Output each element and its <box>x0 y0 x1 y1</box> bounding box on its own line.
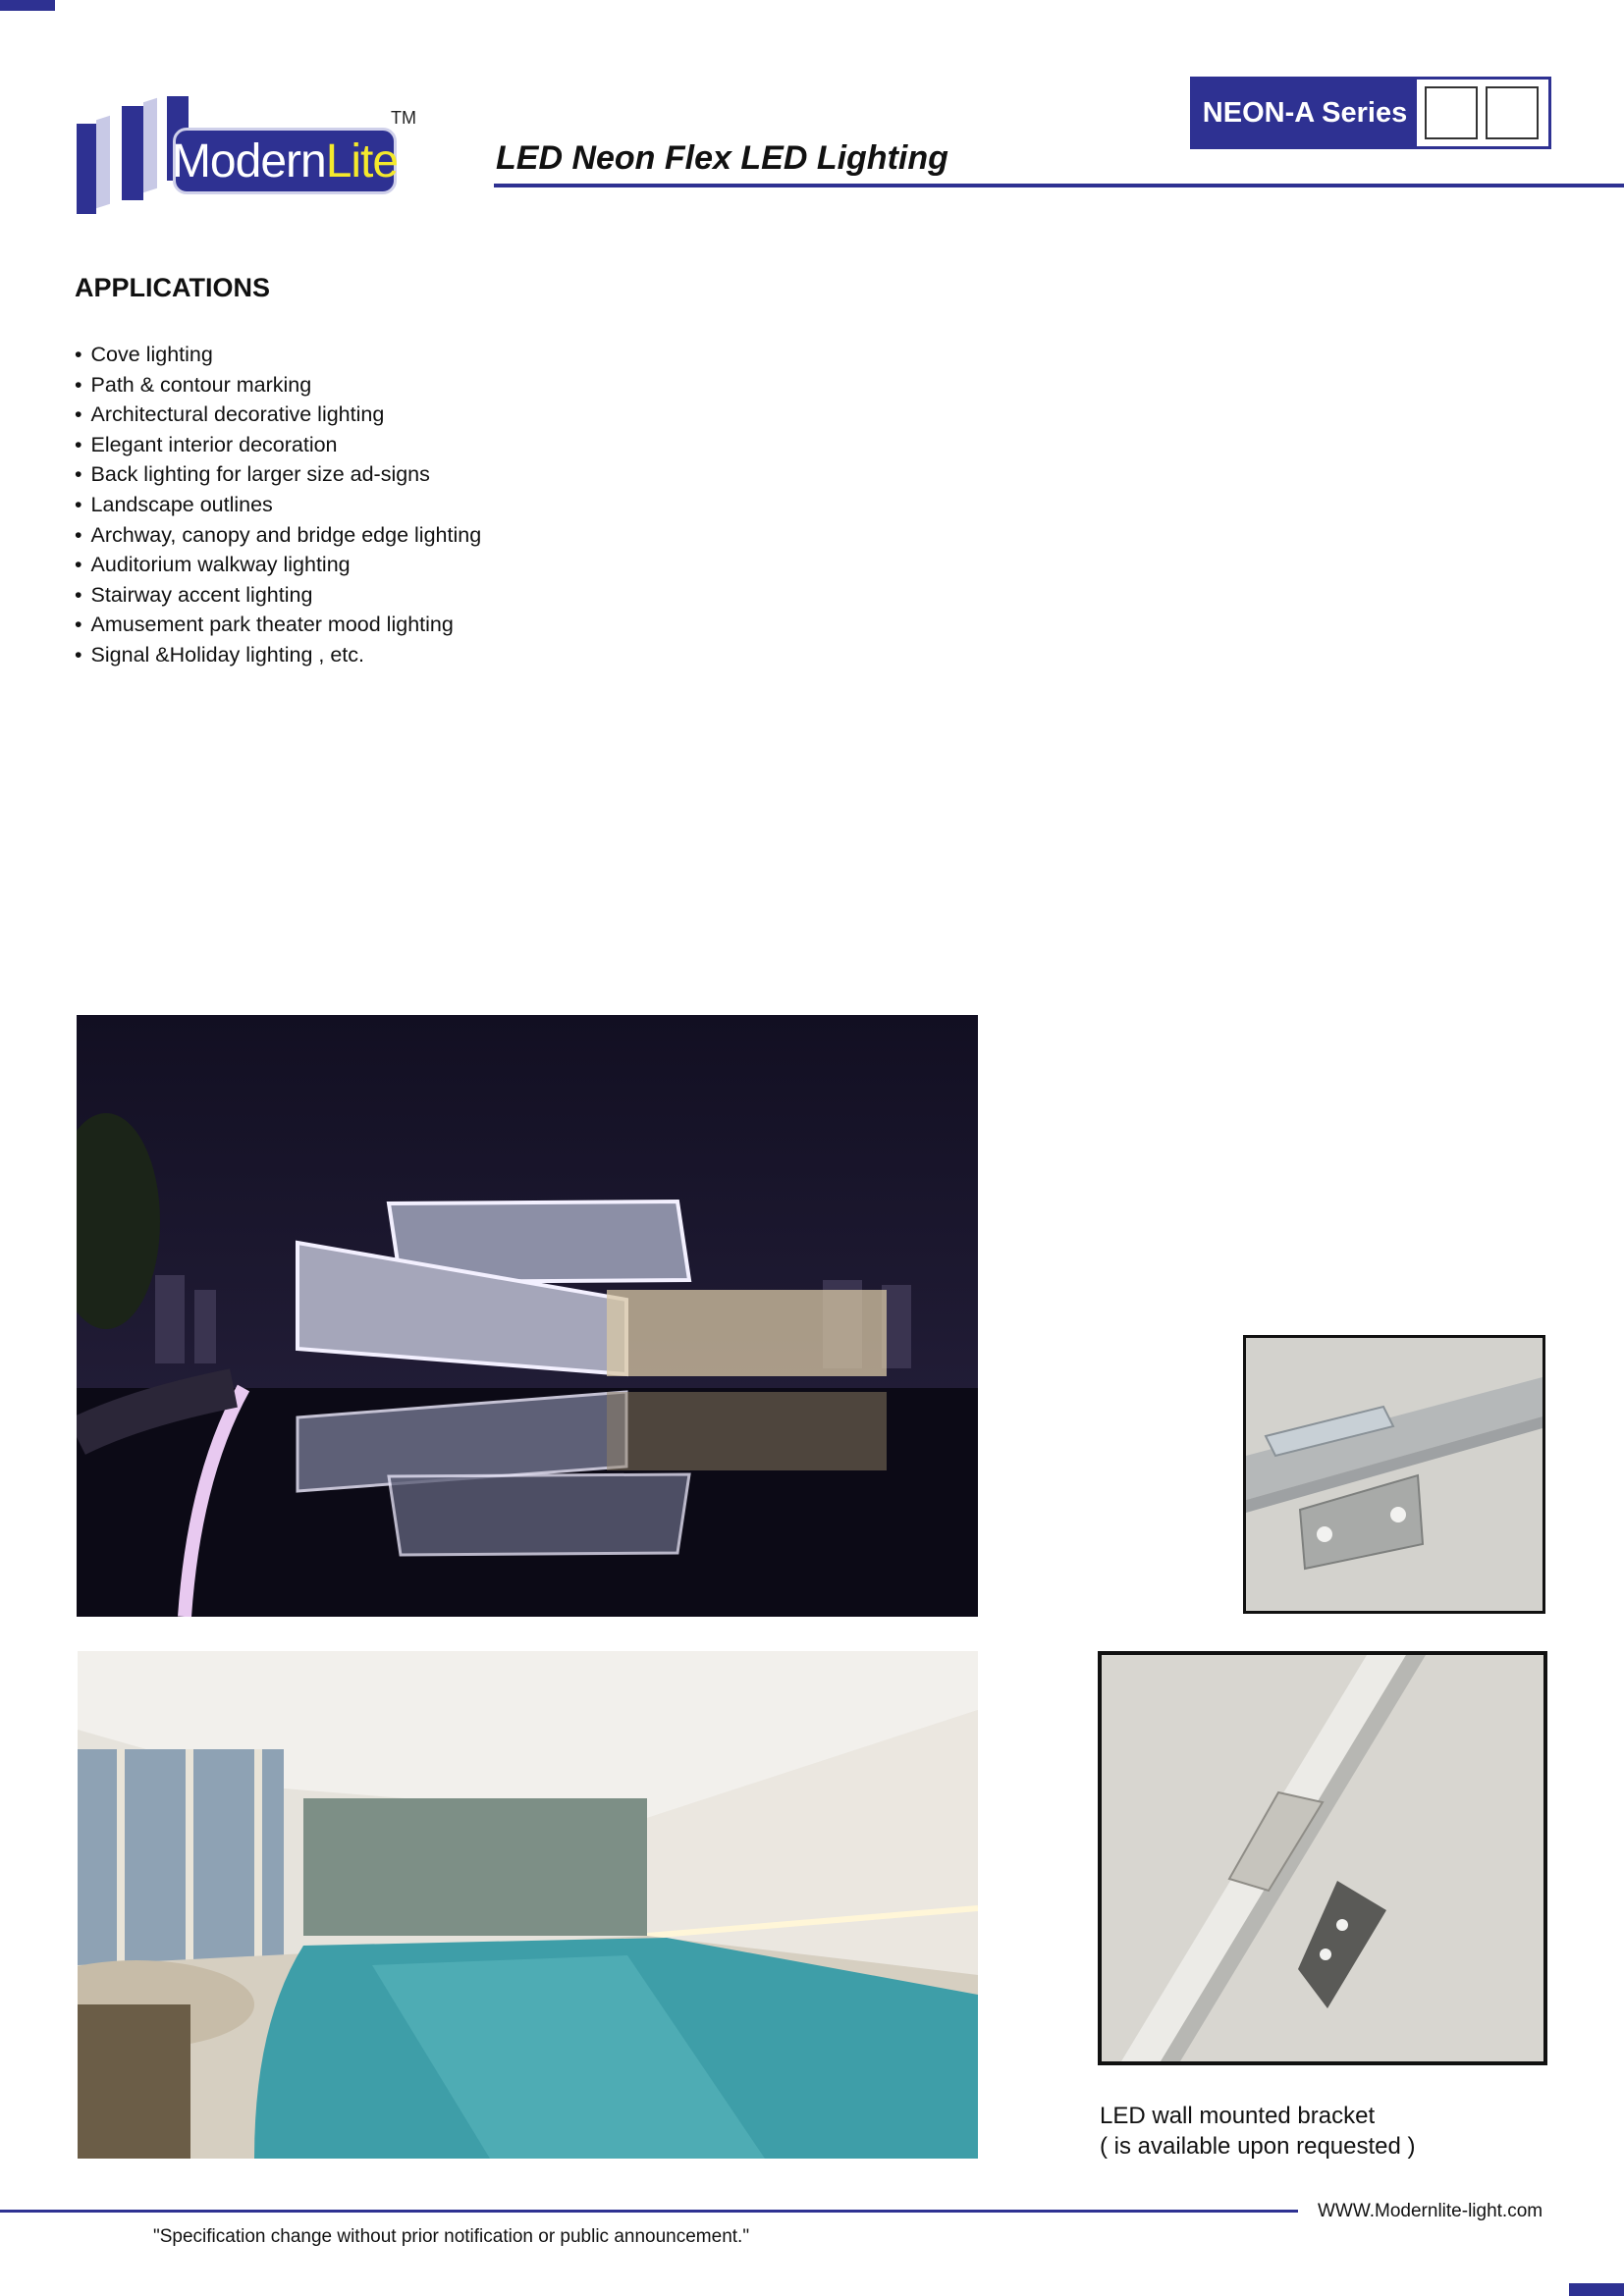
list-item: • Stairway accent lighting <box>75 580 481 611</box>
building-night-photo <box>77 1015 978 1617</box>
logo-wordmark <box>173 128 397 194</box>
logo-word-modern: Modern <box>171 134 326 187</box>
list-item: • Path & contour marking <box>75 370 481 400</box>
logo-bar <box>77 124 96 214</box>
list-item: • Cove lighting <box>75 340 481 370</box>
series-label: NEON-A Series <box>1193 80 1417 146</box>
indoor-pool-photo <box>78 1651 978 2159</box>
list-item: • Elegant interior decoration <box>75 430 481 460</box>
footer-rule <box>0 2210 1298 2213</box>
list-item: • Auditorium walkway lighting <box>75 550 481 580</box>
series-box <box>1425 86 1478 139</box>
list-item: • Amusement park theater mood lighting <box>75 610 481 640</box>
corner-accent-top <box>0 0 55 11</box>
series-box <box>1486 86 1539 139</box>
caption-line: LED wall mounted bracket <box>1100 2103 1376 2129</box>
list-item: • Archway, canopy and bridge edge lighting <box>75 520 481 551</box>
series-badge <box>1190 77 1551 149</box>
list-item: • Signal &Holiday lighting , etc. <box>75 640 481 670</box>
disclaimer: "Specification change without prior notification or public announcement." <box>153 2226 750 2247</box>
logo-bar-shadow <box>96 116 110 209</box>
trademark-symbol: TM <box>391 108 416 128</box>
bracket-caption <box>1100 2101 1416 2162</box>
caption-line: ( is available upon requested ) <box>1100 2133 1416 2160</box>
applications-list <box>75 340 481 670</box>
corner-accent-bottom <box>1569 2283 1624 2296</box>
logo-word-lite: Lite <box>325 134 399 187</box>
bracket-photo-bottom <box>1098 1651 1547 2065</box>
applications-heading: APPLICATIONS <box>75 273 271 302</box>
list-item: • Architectural decorative lighting <box>75 400 481 430</box>
title-underline <box>494 184 1624 187</box>
list-item: • Landscape outlines <box>75 490 481 520</box>
modernlite-logo <box>77 96 430 216</box>
logo-bar-shadow <box>143 98 157 193</box>
list-item: • Back lighting for larger size ad-signs <box>75 459 481 490</box>
bracket-photo-top <box>1243 1335 1545 1614</box>
logo-bar <box>122 106 143 200</box>
page-title: LED Neon Flex LED Lighting <box>496 139 948 177</box>
website-link[interactable]: WWW.Modernlite-light.com <box>1318 2201 1543 2221</box>
